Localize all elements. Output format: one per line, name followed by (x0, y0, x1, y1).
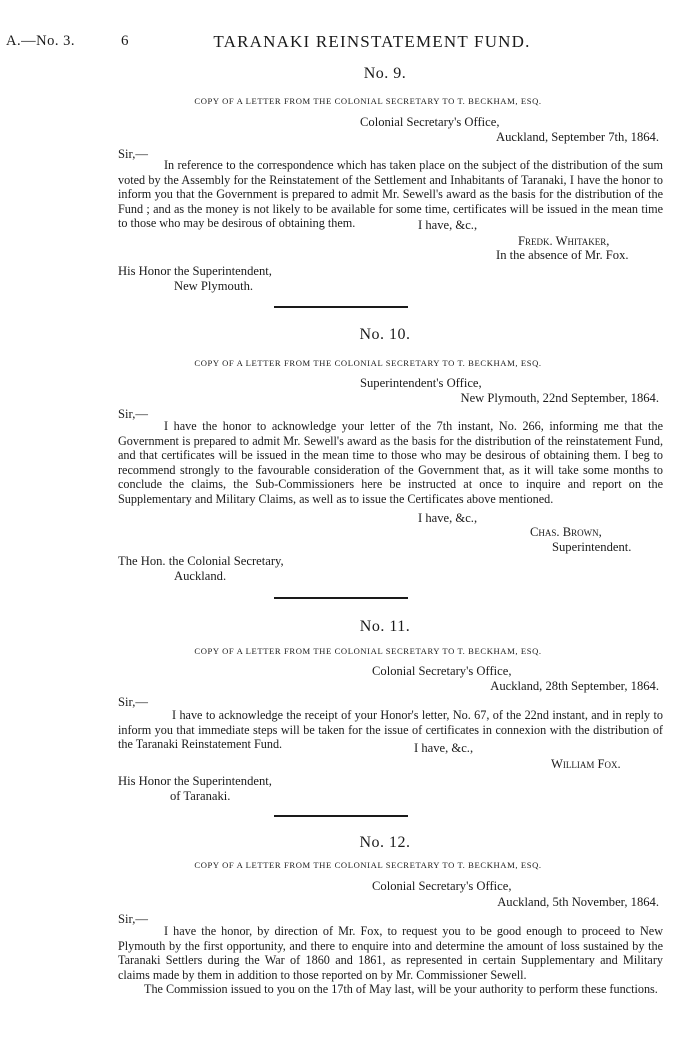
letter-caption: COPY OF A LETTER FROM THE COLONIAL SECRETARY TO T. BECKHAM, ESQ. (194, 646, 542, 656)
letter-body (118, 708, 663, 752)
signature: William Fox. (551, 757, 621, 771)
signature: Fredk. Whitaker, (518, 234, 610, 248)
place-date: New Plymouth, 22nd September, 1864. (460, 391, 659, 405)
section-divider (274, 306, 408, 308)
place-date: Auckland, 28th September, 1864. (490, 679, 659, 693)
letter-body (118, 419, 663, 507)
addressee-place: of Taranaki. (170, 789, 231, 803)
section-divider (274, 597, 408, 599)
letter-caption: COPY OF A LETTER FROM THE COLONIAL SECRETARY TO T. BECKHAM, ESQ. (194, 860, 542, 870)
signature-note: Superintendent. (552, 540, 632, 554)
addressee: The Hon. the Colonial Secretary, (118, 554, 284, 568)
place-date: Auckland, September 7th, 1864. (496, 130, 659, 144)
letter-number: No. 12. (359, 834, 411, 851)
paragraph: I have the honor, by direction of Mr. Fox, to request you to be good enough to proceed to New Plymouth by the first opportunity, and there to enquire into and determine the amount of loss sustained by the Taranaki Settlers during the War of 1860 and 1861, as represented in certain Supplementary and Military claims made by them in addition to those reported on by Mr. Commissioner Sewell. (118, 924, 663, 982)
salutation: Sir,— (118, 147, 148, 161)
sender-office: Colonial Secretary's Office, (372, 664, 512, 678)
letter-number: No. 11. (359, 618, 411, 635)
letter-number: No. 9. (363, 65, 407, 82)
paragraph: In reference to the correspondence which has taken place on the subject of the distribution of the sum voted by the Assembly for the Reinstatement of the Settlement and Inhabitants of Taranaki, I have the honor to inform you that the Government is prepared to admit Mr. Sewell's award as the basis for the distribution of the Fund ; and as the money is not likely to be available for some time, certificates will be issued in the mean time to those who may be desirous of obtaining them. (118, 158, 663, 231)
signature-note: In the absence of Mr. Fox. (496, 248, 629, 262)
salutation: Sir,— (118, 407, 148, 421)
closing: I have, &c., (418, 218, 478, 232)
section-divider (274, 815, 408, 817)
addressee: His Honor the Superintendent, (118, 774, 272, 788)
page-number: 6 (121, 33, 129, 49)
salutation: Sir,— (118, 912, 148, 926)
sender-office: Colonial Secretary's Office, (360, 115, 500, 129)
addressee-place: New Plymouth. (174, 279, 254, 293)
signature: Chas. Brown, (530, 525, 602, 539)
letter-caption: COPY OF A LETTER FROM THE COLONIAL SECRETARY TO T. BECKHAM, ESQ. (194, 358, 542, 368)
closing: I have, &c., (414, 741, 474, 755)
letter-number: No. 10. (359, 326, 411, 343)
addressee: His Honor the Superintendent, (118, 264, 272, 278)
sender-office: Colonial Secretary's Office, (372, 879, 512, 893)
salutation: Sir,— (118, 695, 148, 709)
letter-body (118, 158, 663, 231)
addressee-place: Auckland. (174, 569, 227, 583)
letter-body (118, 924, 663, 997)
paragraph: I have the honor to acknowledge your letter of the 7th instant, No. 266, informing me that the Government is prepared to admit Mr. Sewell's award as the basis for the distribution of the reinstatement Fund, and that certificates will be issued in the mean time to those who may be desirous of obtaining them. I beg to recommend strongly to the favourable consideration of the Government that, as it will take some months to conclude the claims, the Sub-Commissioners here be instructed at once to inquire and report on the Supplementary and Military Claims, as well as to issue the Certificates above mentioned. (118, 419, 663, 506)
document-reference: A.—No. 3. (6, 33, 75, 49)
page-title: TARANAKI REINSTATEMENT FUND. (213, 32, 531, 51)
paragraph: The Commission issued to you on the 17th of May last, will be your authority to perform these functions. (144, 982, 658, 997)
closing: I have, &c., (418, 511, 478, 525)
place-date: Auckland, 5th November, 1864. (497, 895, 659, 909)
paragraph: I have to acknowledge the receipt of your Honor's letter, No. 67, of the 22nd instant, and in reply to inform you that immediate steps will be taken for the issue of certificates in connexion with the distribution of the Taranaki Reinstatement Fund. (118, 708, 663, 752)
sender-office: Superintendent's Office, (360, 376, 482, 390)
letter-caption: COPY OF A LETTER FROM THE COLONIAL SECRETARY TO T. BECKHAM, ESQ. (194, 96, 542, 106)
